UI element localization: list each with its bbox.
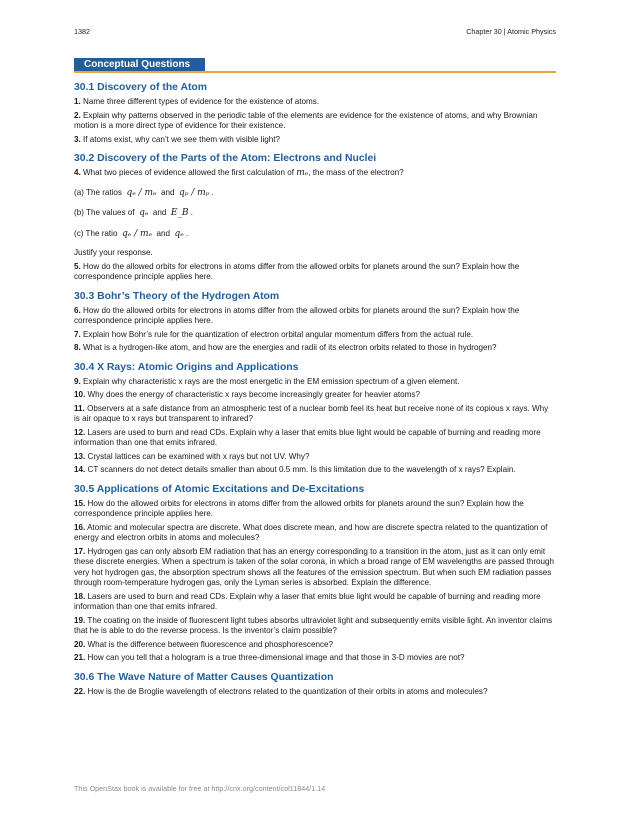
question-number: 8.: [74, 343, 81, 352]
question-number: 22.: [74, 686, 86, 696]
question-text: , the mass of the electron?: [308, 168, 404, 177]
option-c: [74, 229, 556, 240]
question-number: 20.: [74, 639, 86, 649]
chapter-title: Chapter 30 | Atomic Physics: [466, 27, 556, 36]
question-15: [74, 499, 556, 520]
question-17: [74, 547, 556, 589]
question-number: 14.: [74, 465, 86, 474]
question-text: Explain why characteristic x rays are the most energetic in the EM emission spectrum of a given element.: [83, 376, 460, 386]
question-number: 19.: [74, 615, 86, 625]
question-number: 2.: [74, 110, 81, 120]
question-1: [74, 97, 556, 108]
question-19: [74, 616, 556, 637]
questions-content: [74, 80, 556, 697]
option-end: .: [190, 208, 194, 217]
option-label: (c) The ratio: [74, 228, 118, 238]
section-title-30-1: 30.1 Discovery of the Atom: [74, 82, 208, 93]
question-number: 11.: [74, 403, 85, 413]
question-number: 10.: [74, 390, 86, 399]
question-text: Lasers are used to burn and read CDs. Explain why a laser that emits blue light would be capable of burning and reading more information than one that emits infrared.: [74, 427, 541, 447]
question-2: [74, 111, 556, 132]
math-expression: E_B: [170, 208, 189, 218]
question-text: Crystal lattices can be examined with x rays but not UV. Why?: [87, 451, 310, 461]
question-10: [74, 390, 556, 401]
question-number: 16.: [74, 522, 86, 532]
question-text: Atomic and molecular spectra are discrete. What does discrete mean, and how are discrete spectra related to the quantization of energy and electron orbits in atoms and molecules?: [74, 522, 548, 542]
question-number: 7.: [74, 329, 81, 339]
question-text: How is the de Broglie wavelength of electrons related to the quantization of their orbits in atoms and molecules?: [87, 686, 488, 696]
question-20: [74, 640, 556, 651]
question-text: Observers at a safe distance from an atmospheric test of a nuclear bomb feel its heat but receive none of its copious x rays. Why is air opaque to x rays but transparent to infrared?: [74, 403, 549, 423]
question-7: [74, 330, 556, 341]
question-text: How can you tell that a hologram is a true three-dimensional image and that those in 3-D movies are not?: [87, 653, 465, 662]
question-18: [74, 592, 556, 613]
question-text: Hydrogen gas can only absorb EM radiation that has an energy corresponding to a transition in the atom, just as it can only emit these discrete energies. When a spectrum is taken of the solar corona, in which a broad range of EM wavelengths are passed through very hot hydrogen gas, the absorption spectrum shows all the features of the emission spectrum. But when such EM radiation passes through room-temperature hydrogen gas, only the Lyman series is absorbed. Explain the difference.: [74, 546, 555, 587]
banner-label: Conceptual Questions: [74, 58, 205, 71]
question-number: 5.: [74, 261, 81, 271]
footer-text: This OpenStax book is available for free at http://cnx.org/content/col11844/1.14: [74, 784, 326, 793]
option-label: (a) The ratios: [74, 187, 122, 197]
option-b: [74, 208, 556, 219]
question-number: 4.: [74, 168, 81, 177]
question-number: 3.: [74, 134, 81, 144]
question-number: 6.: [74, 305, 81, 315]
math-electron-mass: mₑ: [296, 168, 309, 178]
math-expression: qₑ: [174, 228, 184, 239]
question-13: [74, 452, 556, 463]
math-expression: qₚ / mₚ: [179, 187, 210, 198]
question-9: [74, 377, 556, 388]
question-text: Explain why patterns observed in the periodic table of the elements are evidence for the existence of atoms, and why Brownian motion is a more direct type of evidence for their existence.: [74, 110, 538, 130]
question-text: Lasers are used to burn and read CDs. Explain why a laser that emits blue light would be capable of burning and reading more information than one that emits infrared.: [74, 591, 541, 611]
question-text: How do the allowed orbits for electrons in atoms differ from the allowed orbits for planets around the sun? Explain how the correspondence principle applies here.: [74, 305, 520, 325]
section-title-30-3: 30.3 Bohr’s Theory of the Hydrogen Atom: [74, 290, 280, 302]
page-number: 1382: [74, 27, 90, 36]
question-12: [74, 428, 556, 449]
section-title-30-2: 30.2 Discovery of the Parts of the Atom: Electrons and Nuclei: [74, 153, 377, 164]
option-end: .: [186, 228, 189, 238]
question-number: 15.: [74, 498, 86, 508]
question-14: [74, 465, 556, 476]
question-11: [74, 404, 556, 425]
question-text: CT scanners do not detect details smaller than about 0.5 mm. Is this limitation due to the wavelength of x rays? Explain.: [87, 465, 516, 474]
question-text: What two pieces of evidence allowed the first calculation of: [83, 168, 295, 177]
question-text: Explain how Bohr’s rule for the quantization of electron orbital angular momentum differs from the actual rule.: [83, 329, 474, 339]
justify-text: Justify your response.: [74, 248, 153, 257]
option-conjunction: and: [156, 228, 171, 238]
banner-rule: [74, 71, 556, 73]
question-number: 9.: [74, 376, 81, 386]
question-text: The coating on the inside of fluorescent light tubes absorbs ultraviolet light and subsequently emits visible light. An inventor claims that he is able to do the reverse process. Is the inventor’s claim possible?: [74, 615, 553, 635]
section-title-30-5: 30.5 Applications of Atomic Excitations and De-Excitations: [74, 483, 365, 495]
section-title-30-4: 30.4 X Rays: Atomic Origins and Applications: [74, 361, 299, 373]
question-6: [74, 306, 556, 327]
question-8: [74, 343, 556, 354]
question-number: 17.: [74, 546, 86, 556]
question-number: 18.: [74, 591, 86, 601]
option-end: .: [211, 187, 214, 197]
question-text: What is the difference between fluorescence and phosphorescence?: [87, 639, 334, 649]
question-text: Name three different types of evidence for the existence of atoms.: [83, 97, 320, 106]
question-text: If atoms exist, why can’t we see them with visible light?: [83, 134, 281, 144]
option-conjunction: and: [161, 187, 175, 197]
question-number: 12.: [74, 427, 86, 437]
question-16: [74, 523, 556, 544]
option-a: [74, 188, 556, 199]
option-conjunction: and: [152, 208, 167, 217]
section-title-30-6: 30.6 The Wave Nature of Matter Causes Quantization: [74, 671, 334, 683]
question-text: How do the allowed orbits for electrons in atoms differ from the allowed orbits for planets around the sun? Explain how the correspondence principle applies here.: [74, 261, 520, 281]
question-text: Why does the energy of characteristic x rays become increasingly greater for heavier atoms?: [87, 390, 420, 399]
question-5: [74, 262, 556, 283]
question-22: [74, 687, 556, 698]
question-3: [74, 135, 556, 146]
math-expression: qₑ: [139, 208, 149, 218]
question-text: What is a hydrogen-like atom, and how are the energies and radii of its electron orbits related to those in hydrogen?: [83, 343, 497, 352]
question-text: How do the allowed orbits for electrons in atoms differ from the allowed orbits for planets around the sun? Explain how the correspondence principle applies here.: [74, 498, 524, 518]
question-number: 21.: [74, 653, 86, 662]
math-expression: qₑ / mₑ: [121, 228, 153, 239]
question-number: 1.: [74, 97, 81, 106]
math-expression: qₑ / mₑ: [126, 187, 157, 198]
question-4: [74, 168, 556, 179]
option-label: (b) The values of: [74, 208, 135, 217]
question-number: 13.: [74, 451, 86, 461]
section-banner: [74, 58, 556, 73]
question-21: [74, 653, 556, 664]
